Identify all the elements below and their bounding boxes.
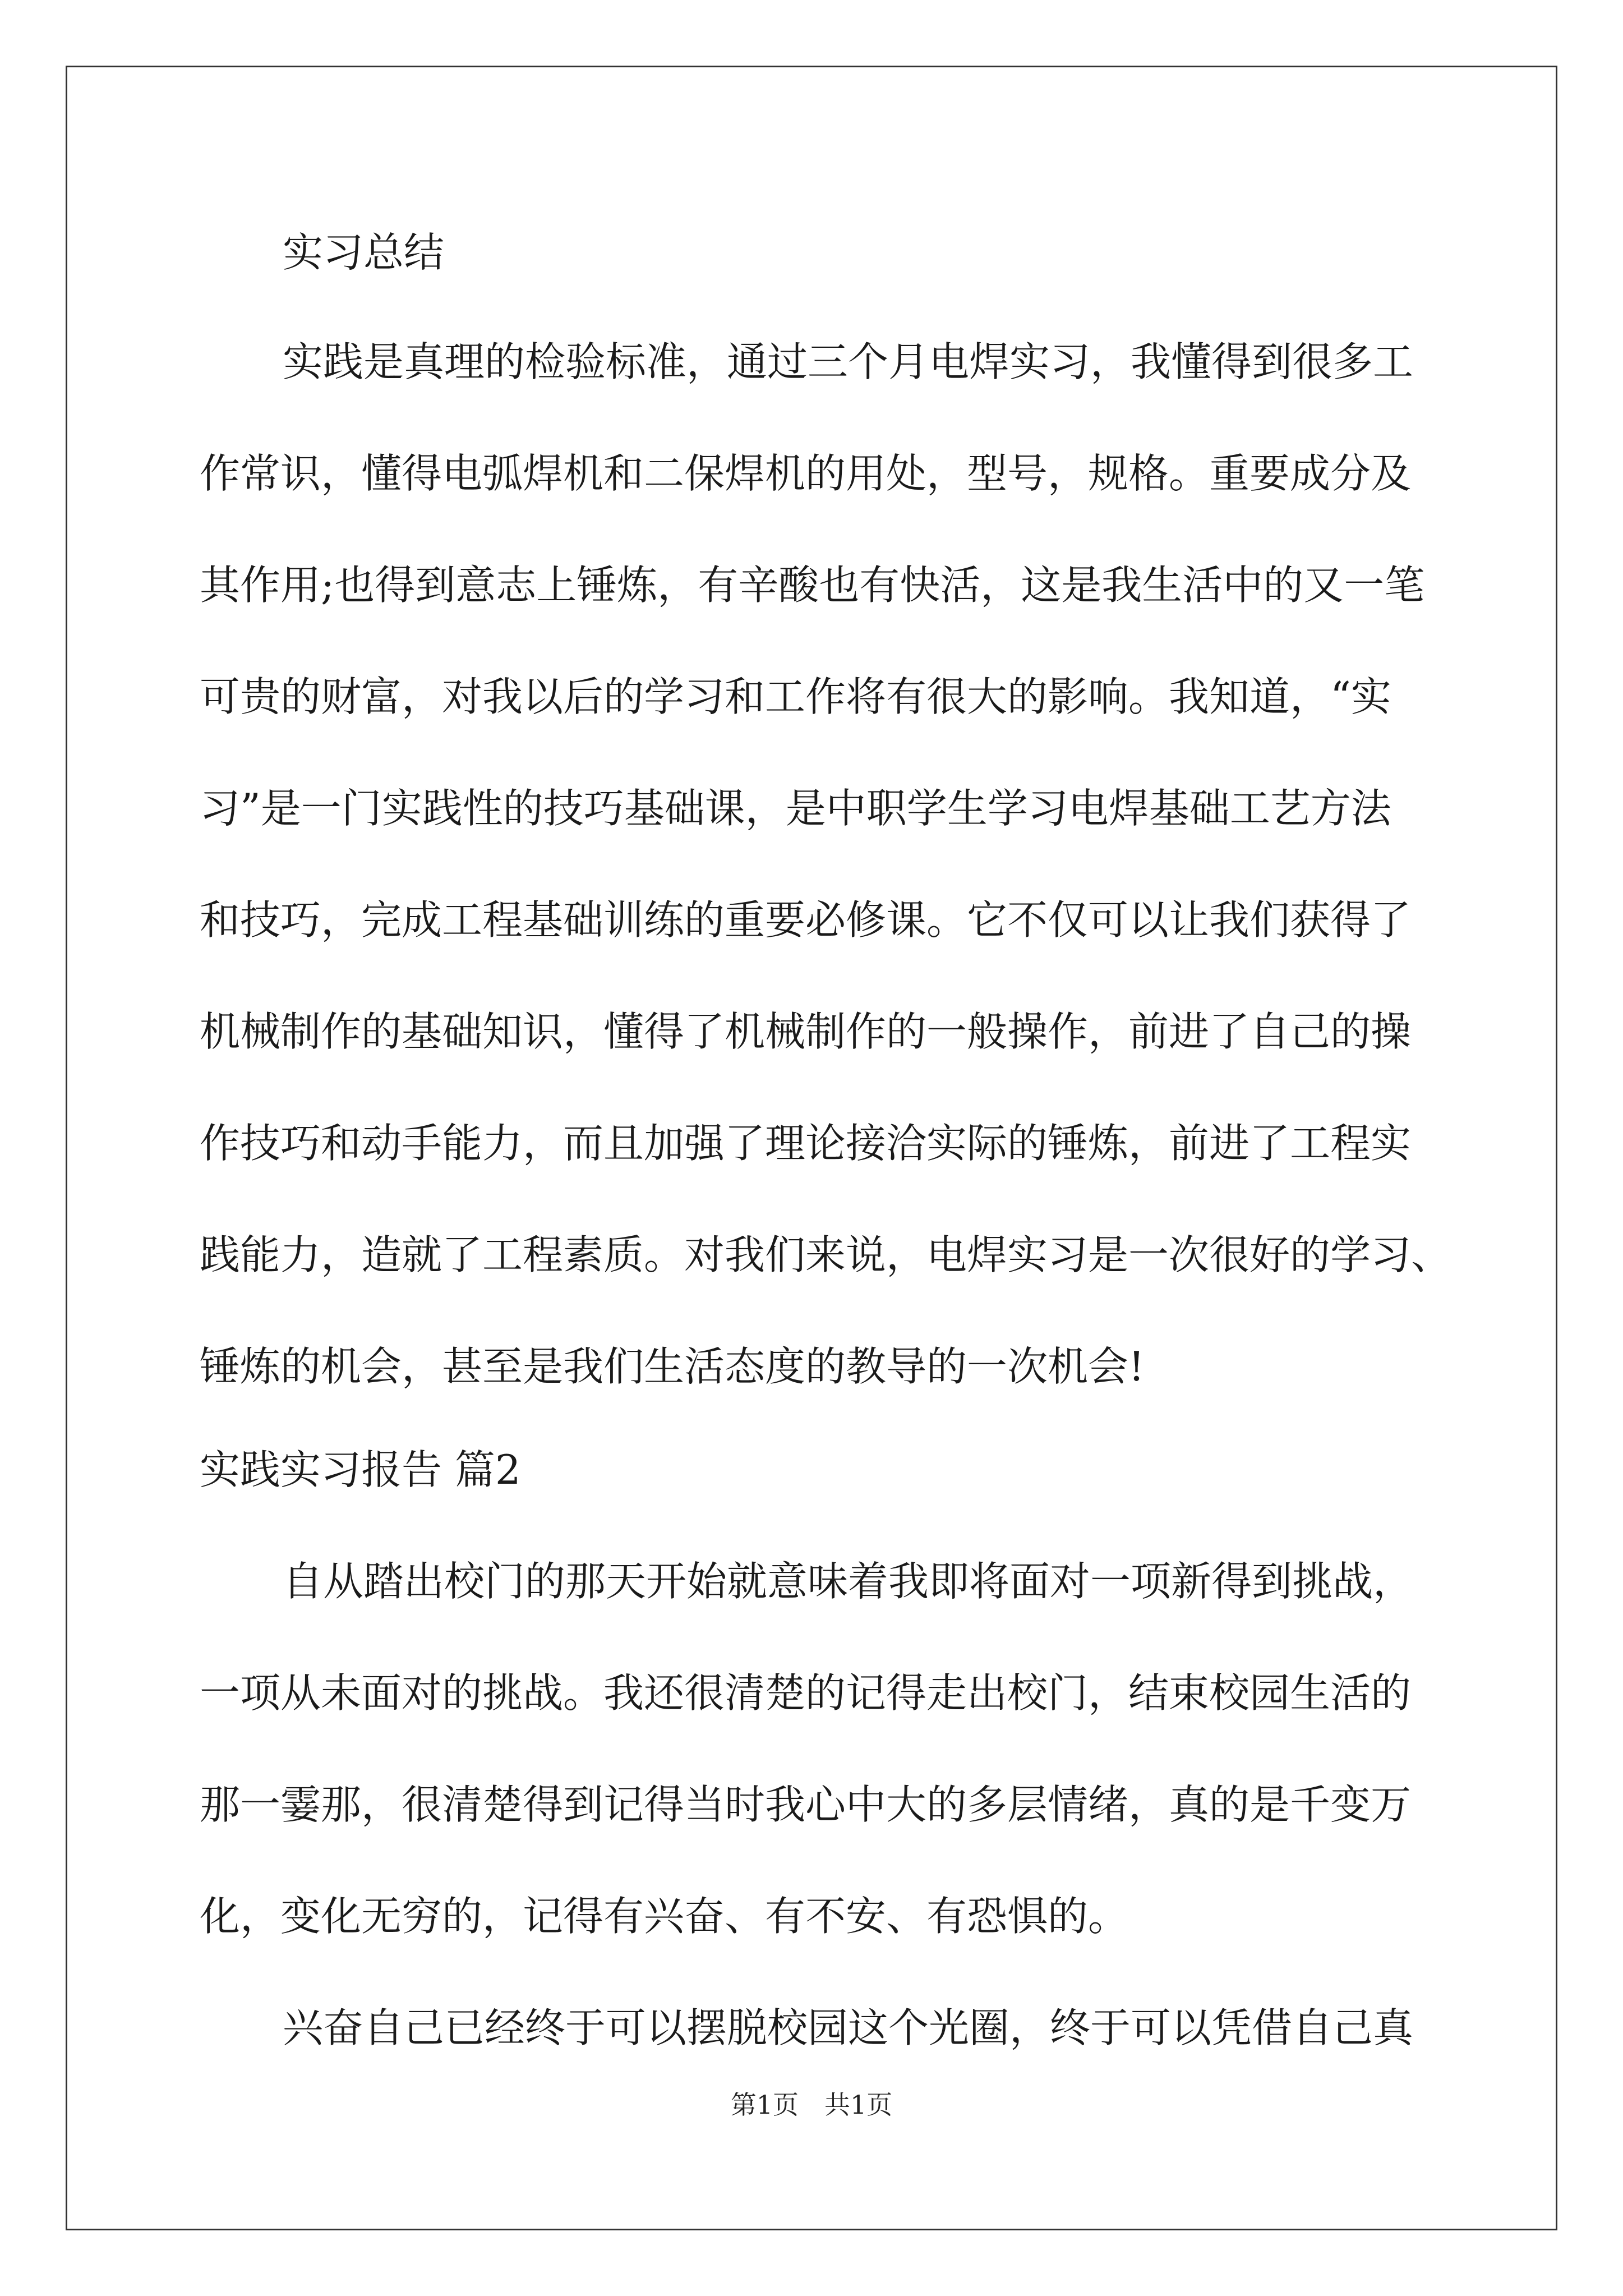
paragraph-line: 可贵的财富，对我以后的学习和工作将有很大的影响。我知道，“实 — [200, 673, 1391, 720]
section-heading: 实践实习报告 篇2 — [200, 1446, 521, 1493]
paragraph-line: 化，变化无穷的，记得有兴奋、有不安、有恐惧的。 — [200, 1893, 1129, 1940]
paragraph-line: 兴奋自己已经终于可以摆脱校园这个光圈，终于可以凭借自己真 — [283, 2004, 1414, 2051]
paragraph-line: 那一霎那，很清楚得到记得当时我心中大的多层情绪，真的是千变万 — [200, 1781, 1412, 1828]
paragraph-line: 和技巧，完成工程基础训练的重要必修课。它不仅可以让我们获得了 — [200, 896, 1412, 944]
paragraph-line: 一项从未面对的挑战。我还很清楚的记得走出校门，结束校园生活的 — [200, 1669, 1412, 1717]
paragraph-line: 作技巧和动手能力，而且加强了理论接洽实际的锤炼，前进了工程实 — [200, 1120, 1412, 1167]
paragraph-line: 其作用;也得到意志上锤炼，有辛酸也有快活，这是我生活中的又一笔 — [200, 562, 1425, 609]
paragraph-line: 机械制作的基础知识，懂得了机械制作的一般操作，前进了自己的操 — [200, 1008, 1412, 1055]
paragraph-line: 践能力，造就了工程素质。对我们来说，电焊实习是一次很好的学习、 — [200, 1231, 1452, 1278]
paragraph-line: 自从踏出校门的那天开始就意味着我即将面对一项新得到挑战， — [283, 1558, 1414, 1605]
paragraph-line: 作常识，懂得电弧焊机和二保焊机的用处，型号，规格。重要成分及 — [200, 450, 1412, 497]
paragraph-line: 实践是真理的检验标准，通过三个月电焊实习，我懂得到很多工 — [283, 338, 1414, 385]
paragraph-line: 习”是一门实践性的技巧基础课，是中职学生学习电焊基础工艺方法 — [200, 785, 1391, 832]
section-heading: 实习总结 — [283, 229, 445, 276]
page-footer: 第1页 共1页 — [730, 2090, 893, 2120]
paragraph-line: 锤炼的机会，甚至是我们生活态度的教导的一次机会! — [200, 1343, 1145, 1390]
